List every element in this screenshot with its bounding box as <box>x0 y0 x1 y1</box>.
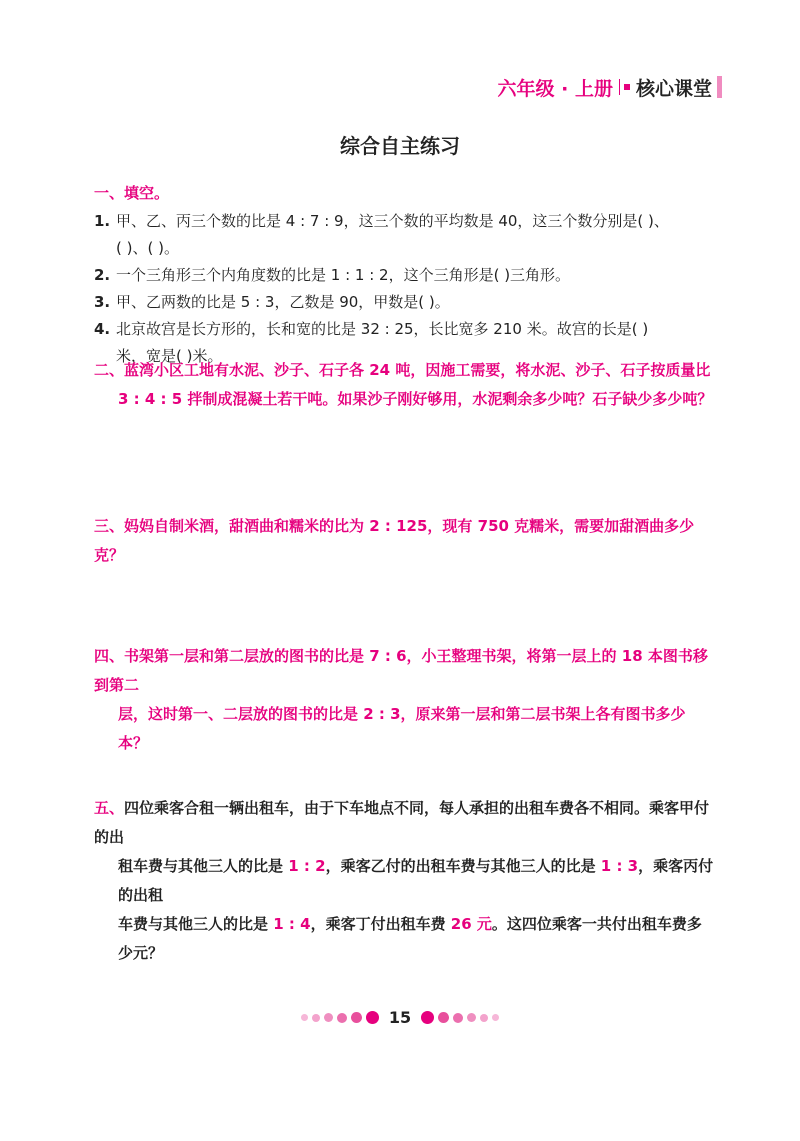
question-4-text: 北京故宫是长方形的，长和宽的比是 32 : 25，长比宽多 210 米。故宫的长是( ) <box>116 320 649 338</box>
ratio-1-4: 1 : 4 <box>273 915 311 933</box>
footer-dot-icon <box>480 1014 488 1022</box>
footer-dot-icon <box>366 1011 379 1024</box>
section-fill-in <box>94 178 714 370</box>
footer-dot-icon <box>351 1012 362 1023</box>
question-1 <box>94 208 714 235</box>
problem-5-line-3-a: 车费与其他三人的比是 <box>118 915 274 933</box>
problem-4-line-2: 层，这时第一、二层放的图书的比是 2 : 3，原来第一层和第二层书架上各有图书多少本？ <box>118 705 686 752</box>
header-square-icon <box>624 84 630 90</box>
problem-5-line-3 <box>94 910 714 968</box>
question-4-number: 4. <box>94 320 111 338</box>
problem-5-line-2-c: ，乘客丙付的出租 <box>118 857 714 904</box>
footer-dot-icon <box>438 1012 449 1023</box>
section1-heading: 一、填空。 <box>94 184 170 202</box>
question-1-continued: ( )、( )。 <box>116 239 179 257</box>
footer-dot-icon <box>467 1013 476 1022</box>
page-title: 综合自主练习 <box>340 134 460 158</box>
footer-dot-icon <box>492 1014 499 1021</box>
page-number: 15 <box>388 1008 412 1027</box>
question-1-number: 1. <box>94 212 111 230</box>
question-2-text: 一个三角形三个内角度数的比是 1 : 1 : 2，这个三角形是( )三角形。 <box>116 266 571 284</box>
problem-2 <box>94 356 714 414</box>
question-4 <box>94 316 714 343</box>
ratio-1-2: 1 : 2 <box>288 857 326 875</box>
footer-dot-icon <box>324 1013 333 1022</box>
problem-5-prefix: 五、 <box>94 799 125 817</box>
problem-5-line-2-b: ，乘客乙付的出租车费与其他三人的比是 <box>325 857 601 875</box>
problem-3-line-1: 三、妈妈自制米酒，甜酒曲和糯米的比为 2 : 125，现有 750 克糯米，需要加甜酒曲多少克？ <box>94 517 695 564</box>
problem-2-line-2: 3 : 4 : 5 拌制成混凝土若干吨。如果沙子刚好够用，水泥剩余多少吨？石子缺少多少吨？ <box>118 390 713 408</box>
footer-dot-icon <box>421 1011 434 1024</box>
header-accent-bar <box>717 76 722 98</box>
problem-4-line-1: 四、书架第一层和第二层放的图书的比是 7 : 6，小王整理书架，将第一层上的 18 本图书移到第二 <box>94 647 708 694</box>
problem-5-line-3-c: 。这四位乘客一共付出租车费多少元？ <box>118 915 702 962</box>
problem-5-line-1 <box>94 794 714 852</box>
problem-4 <box>94 642 714 758</box>
footer-dot-icon <box>312 1014 320 1022</box>
page-footer <box>0 1008 800 1027</box>
question-2 <box>94 262 714 289</box>
page-header <box>498 74 712 100</box>
question-2-number: 2. <box>94 266 111 284</box>
problem-5-line-1-text: 四位乘客合租一辆出租车，由于下车地点不同，每人承担的出租车费各不相同。乘客甲付的出 <box>94 799 710 846</box>
fare-26-yuan: 26 元 <box>450 915 492 933</box>
brand-label: 核心课堂 <box>635 77 712 100</box>
question-3-number: 3. <box>94 293 111 311</box>
footer-dot-icon <box>337 1013 347 1023</box>
question-4-continued: 米，宽是( )米。 <box>116 347 223 365</box>
problem-5-line-3-b: ，乘客丁付出租车费 <box>310 915 451 933</box>
problem-2-line-1: 二、蓝湾小区工地有水泥、沙子、石子各 24 吨，因施工需要，将水泥、沙子、石子按质量比 <box>94 361 711 379</box>
grade-label: 六年级 · 上册 <box>497 77 613 100</box>
footer-dot-icon <box>301 1014 308 1021</box>
question-1-text: 甲、乙、丙三个数的比是 4 : 7 : 9，这三个数的平均数是 40，这三个数分别是( )、 <box>116 212 669 230</box>
question-3-text: 甲、乙两数的比是 5 : 3，乙数是 90，甲数是( )。 <box>116 293 450 311</box>
problem-5-line-2-a: 租车费与其他三人的比是 <box>118 857 289 875</box>
ratio-1-3: 1 : 3 <box>600 857 639 875</box>
footer-dot-icon <box>453 1013 463 1023</box>
header-divider <box>619 79 620 95</box>
problem-5 <box>94 794 714 968</box>
problem-3 <box>94 512 714 570</box>
question-3 <box>94 289 714 316</box>
problem-5-line-2 <box>94 852 714 910</box>
